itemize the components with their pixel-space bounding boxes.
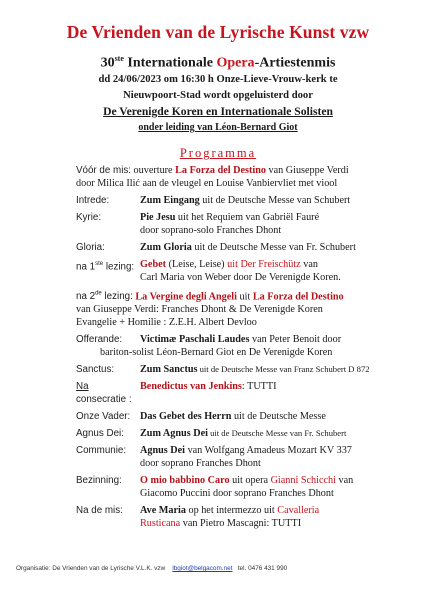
entry-offerande xyxy=(76,333,426,346)
entry-sanctus xyxy=(76,363,426,376)
work-title: Zum Eingang xyxy=(140,195,200,206)
entry-label: Kyrie: xyxy=(76,212,102,223)
conductor-line: onder leiding van Léon-Bernard Giot xyxy=(138,122,298,133)
edition-number: 30 xyxy=(100,55,115,71)
entry-voor-de-mis-performers: door Milica Ilić aan de vleugel en Louise Vanbiervliet met viool xyxy=(76,178,338,189)
entry-text: uit het Requiem van Gabriël Fauré xyxy=(175,212,320,223)
work-title: Benedictus van Jenkins xyxy=(140,381,242,393)
entry-text: (Leise, Leise) xyxy=(166,259,228,270)
entry-text: uit de Deutsche Messe xyxy=(231,411,326,423)
work-title: Zum Gloria xyxy=(140,242,192,253)
work-title: Zum Agnus Dei xyxy=(140,428,208,440)
entry-label: Intrede: xyxy=(76,195,110,206)
entry-consecratie xyxy=(76,380,426,406)
entry-bezinning xyxy=(76,474,426,500)
work-title: Das Gebet des Herrn xyxy=(140,411,232,423)
entry-text: uit de Deutsche Messe van Fr. Schubert xyxy=(207,428,347,439)
label-text: consecratie : xyxy=(76,394,132,406)
entry-communie xyxy=(76,444,426,470)
entry-text: op het intermezzo uit xyxy=(185,505,278,517)
entry-label: Offerande: xyxy=(76,334,123,346)
entry-label: Bezinning: xyxy=(76,475,122,487)
label-text: na 2 xyxy=(76,291,96,303)
source-work: La Forza del Destino xyxy=(252,291,344,303)
source-work: Rusticana xyxy=(140,518,181,530)
event-name-pre: Internationale xyxy=(123,55,217,71)
event-name-opera: Opera xyxy=(216,55,255,71)
page-title: De Vrienden van de Lyrische Kunst vzw xyxy=(66,22,370,42)
entry-text: van xyxy=(300,259,318,270)
label-suffix: de xyxy=(95,291,102,297)
label-text: lezing: xyxy=(101,291,133,303)
source-work: uit Der Freischütz xyxy=(227,259,301,270)
source-work: Gianni Schicchi xyxy=(270,475,336,487)
entry-voor-de-mis xyxy=(76,164,426,177)
entry-text: uit xyxy=(236,291,253,303)
entry-label xyxy=(76,380,140,406)
work-title: Agnus Dei xyxy=(140,445,186,457)
entry-offerande-performers: bariton-solist Léon-Bernard Giot en De Verenigde Koren xyxy=(100,347,333,359)
entry-text: ouverture xyxy=(131,165,176,176)
entry-text: Carl Maria von Weber door De Verenigde Koren. xyxy=(140,272,341,283)
entry-label: Na de mis: xyxy=(76,505,123,517)
entry-label xyxy=(76,291,133,302)
entry-label xyxy=(76,258,140,284)
programma-heading: Programma xyxy=(179,146,257,160)
entry-text: uit opera xyxy=(229,475,271,487)
work-title: Victimæ Paschali Laudes xyxy=(140,334,250,346)
ensemble-name: De Verenigde Koren en Internationale Solisten xyxy=(103,105,333,118)
entry-text: van Wolfgang Amadeus Mozart KV 337 xyxy=(185,445,352,457)
entry-onze-vader xyxy=(76,410,426,423)
event-date-line: dd 24/06/2023 om 16:30 h Onze-Lieve-Vrouw-kerk te xyxy=(98,74,338,85)
label-text: na 1 xyxy=(76,261,96,273)
entry-label: Vóór de mis: xyxy=(76,165,131,176)
work-title: Ave Maria xyxy=(140,505,186,517)
entry-evangelie: Evangelie + Homilie : Z.E.H. Albert Devloo xyxy=(76,317,257,329)
entry-text: : TUTTI xyxy=(241,381,277,393)
entry-text: uit de Deutsche Messe van Franz Schubert D 872 xyxy=(197,364,370,375)
entry-tweede-lezing-performers: van Giuseppe Verdi: Franches Dhont & De Verenigde Koren xyxy=(76,304,323,316)
entry-label: Communie: xyxy=(76,445,127,457)
footer-email-link[interactable]: lbgiot@belgacom.net xyxy=(172,565,233,572)
event-heading xyxy=(0,54,436,72)
label-text: lezing: xyxy=(103,261,135,273)
entry-text: Giacomo Puccini door soprano Franches Dhont xyxy=(140,488,334,500)
event-name-post: -Artiestenmis xyxy=(254,55,336,71)
entry-eerste-lezing xyxy=(76,258,426,284)
entry-na-de-mis xyxy=(76,504,426,530)
program-entries xyxy=(76,164,426,530)
entry-label: Gloria: xyxy=(76,242,105,253)
entry-text: van Pietro Mascagni: TUTTI xyxy=(180,518,302,530)
source-work: Cavalleria xyxy=(277,505,320,517)
footer xyxy=(16,565,426,572)
entry-gloria xyxy=(76,241,426,254)
work-title: Zum Sanctus xyxy=(140,364,198,376)
edition-suffix: ste xyxy=(114,54,124,63)
entry-intrede xyxy=(76,194,426,207)
footer-phone: tel. 0476 431 990 xyxy=(237,565,288,572)
entry-text: van Giuseppe Verdi xyxy=(265,165,349,176)
entry-label: Onze Vader: xyxy=(76,411,131,423)
entry-text: uit de Deutsche Messe van Schubert xyxy=(199,195,351,206)
entry-text: door soprano Franches Dhont xyxy=(140,458,261,470)
work-title: O mio babbino Caro xyxy=(140,475,230,487)
work-title: Gebet xyxy=(140,259,167,270)
entry-text: van Peter Benoit door xyxy=(249,334,342,346)
entry-agnus-dei xyxy=(76,427,426,440)
footer-organisation: Organisatie: De Vrienden van de Lyrische V.L.K. vzw xyxy=(16,565,166,572)
entry-text: door soprano-solo Franches Dhont xyxy=(140,225,282,236)
work-title: La Forza del Destino xyxy=(175,165,266,176)
entry-label: Sanctus: xyxy=(76,364,115,376)
label-text: Na xyxy=(76,381,89,393)
event-location-line: Nieuwpoort-Stad wordt opgeluisterd door xyxy=(123,90,313,101)
entry-kyrie xyxy=(76,211,426,237)
work-title: Pie Jesu xyxy=(140,212,176,223)
entry-tweede-lezing xyxy=(76,288,426,303)
label-suffix: ste xyxy=(95,261,104,267)
entry-text: uit de Deutsche Messe van Fr. Schubert xyxy=(191,242,356,253)
entry-label: Agnus Dei: xyxy=(76,428,124,440)
work-title: La Vergine degli Angeli xyxy=(135,291,237,303)
entry-text: van xyxy=(335,475,354,487)
